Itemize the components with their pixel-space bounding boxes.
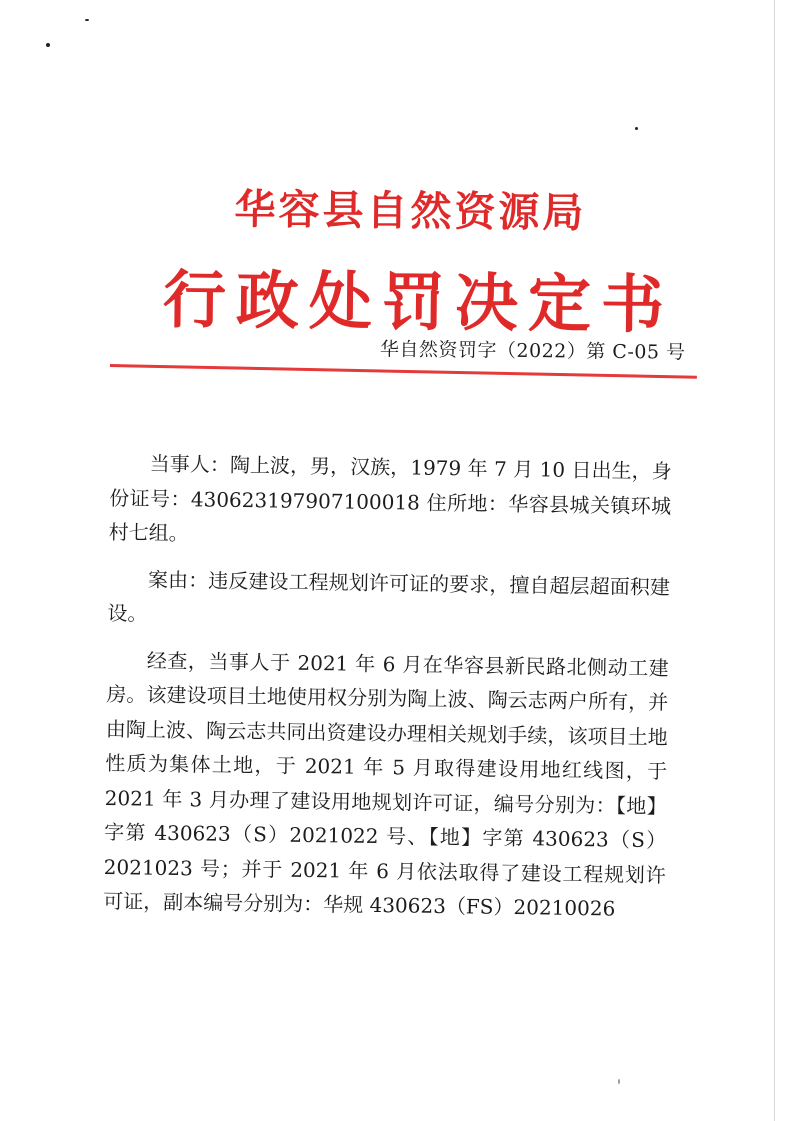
document-number: 华自然资罚字（2022）第 C-05 号: [379, 338, 686, 364]
scan-speck: [46, 43, 50, 47]
red-divider-line: [110, 364, 697, 379]
document-title: 行政处罚决定书: [162, 262, 675, 342]
party-paragraph: 当事人：陶上波，男，汉族，1979 年 7 月 10 日出生，身份证号：430623197907100018 住所地：华容县城关镇环城村七组。: [108, 451, 672, 546]
issuing-authority: 华容县自然资源局: [234, 185, 587, 237]
scan-speck: [85, 19, 89, 21]
investigation-paragraph: 经查，当事人于 2021 年 6 月在华容县新民路北侧动工建房。该建设项目土地使用权分别为陶上波、陶云志两户所有，并由陶上波、陶云志共同出资建设办理相关规划手续，该项目土地性质为集体土地，于 2021 年 5 月取得建设用地红线图，于 2021 年 3 月办理了建设用地规划许可证，编号分别为：【地】字第 430623（S）2021022 号、【地】字第 430623（S）2021023 号；并于 2021 年 6 月依法取得了建设工程规划许可证，副本编号分别为：华规 430623（FS）20210026: [103, 648, 669, 921]
scan-speck: [635, 127, 638, 130]
cause-paragraph: 案由：违反建设工程规划许可证的要求，擅自超层超面积建设。: [107, 567, 671, 626]
scan-edge-line: [774, 0, 775, 1121]
scan-speck: [618, 1079, 620, 1084]
document-body: [103, 446, 672, 939]
